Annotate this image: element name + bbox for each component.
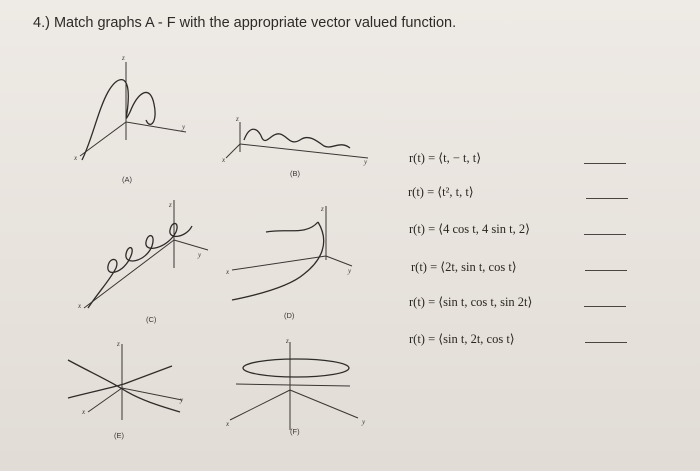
graph-a-caption: (A) (122, 175, 132, 184)
answer-blank-4[interactable] (585, 270, 627, 271)
graph-f-horizon-line (236, 384, 350, 386)
graph-d-curve (232, 222, 324, 300)
question-title: 4.) Match graphs A - F with the appropriate vector valued function. (33, 15, 457, 31)
graph-b (221, 115, 368, 178)
answer-blank-5[interactable] (584, 306, 626, 307)
function-4: r(t) = ⟨2t, sin t, cos t⟩ (411, 260, 517, 274)
graph-a-y-axis (126, 122, 186, 132)
graph-f (225, 337, 366, 436)
graph-e (68, 340, 184, 440)
graph-f-circle (243, 359, 349, 377)
graph-f-y-axis (290, 390, 358, 418)
graph-f-x-axis (230, 390, 290, 420)
graph-d (225, 205, 352, 320)
graph-e-z-label: z (117, 340, 120, 348)
graph-b-caption: (B) (290, 169, 300, 178)
graph-d-x-label: x (226, 268, 230, 276)
graph-d-z-label: z (321, 205, 324, 213)
graph-c-y-axis (174, 240, 208, 250)
graph-b-x-label: x (222, 156, 226, 164)
graph-c-z-label: z (169, 201, 172, 209)
graph-f-x-label: x (226, 420, 230, 428)
function-2: r(t) = ⟨t², t, t⟩ (408, 185, 474, 199)
graph-b-x-axis (226, 144, 240, 158)
answer-blank-1[interactable] (584, 163, 626, 164)
answer-blank-6[interactable] (585, 342, 627, 343)
graph-b-y-axis (240, 144, 368, 158)
graph-e-y-label: y (180, 396, 184, 404)
graph-b-y-label: y (364, 158, 368, 166)
graph-a-y-label: y (182, 123, 186, 131)
graph-a-x-label: x (74, 154, 78, 162)
graph-c-y-label: y (198, 251, 202, 259)
graph-f-z-label: z (286, 337, 289, 345)
answer-blank-3[interactable] (584, 234, 626, 235)
graph-f-y-label: y (362, 418, 366, 426)
graph-a (73, 54, 186, 184)
graph-e-x-label: x (82, 408, 86, 416)
graph-a-curve (82, 80, 155, 160)
graph-b-curve (244, 129, 350, 148)
graph-d-y-axis (326, 256, 352, 266)
function-6: r(t) = ⟨sin t, 2t, cos t⟩ (409, 332, 515, 346)
graph-d-x-axis (232, 256, 326, 270)
graph-e-caption: (E) (114, 431, 124, 440)
function-5: r(t) = ⟨sin t, cos t, sin 2t⟩ (409, 295, 533, 309)
graph-f-caption: (F) (290, 427, 300, 436)
graph-a-x-axis (80, 122, 126, 156)
graph-d-y-label: y (348, 267, 352, 275)
graph-c-caption: (C) (146, 315, 157, 324)
graph-a-z-label: z (122, 54, 125, 62)
graph-c-x-label: x (78, 302, 82, 310)
graph-c-x-axis (84, 240, 174, 308)
graph-d-caption: (D) (284, 311, 295, 320)
answer-blank-2[interactable] (586, 198, 628, 199)
graph-e-curve (68, 360, 180, 412)
function-1: r(t) = ⟨t, − t, t⟩ (409, 151, 482, 165)
function-3: r(t) = ⟨4 cos t, 4 sin t, 2⟩ (409, 222, 530, 236)
graph-b-z-label: z (236, 115, 239, 123)
graph-c (77, 200, 208, 324)
